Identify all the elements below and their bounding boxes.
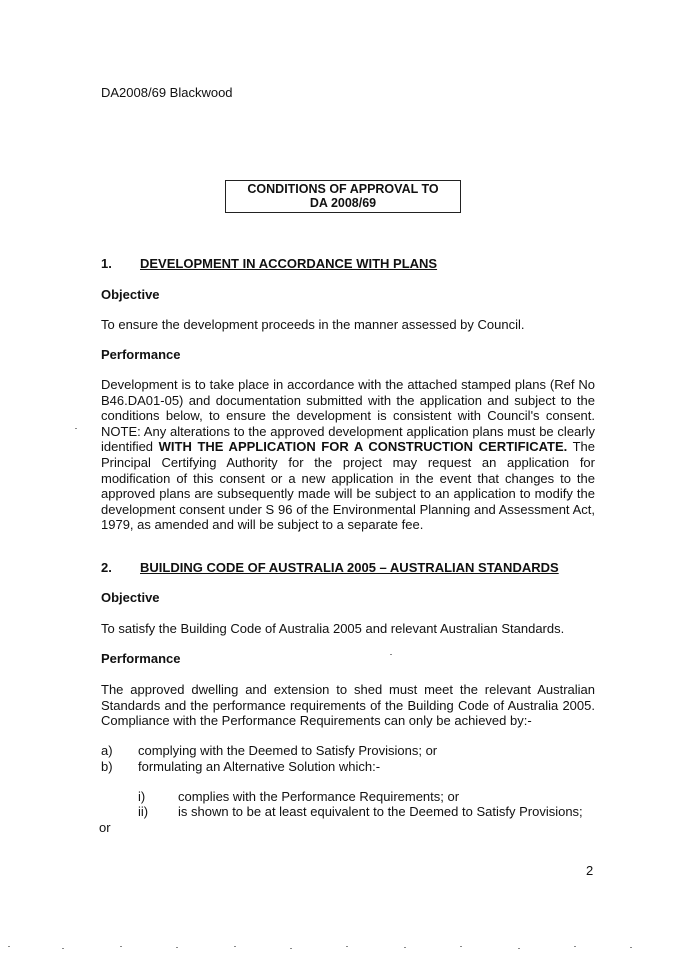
list-item-label: a) bbox=[101, 743, 113, 758]
section-2-number: 2. bbox=[101, 560, 112, 575]
conditions-title-box bbox=[225, 180, 461, 213]
section-2-title: BUILDING CODE OF AUSTRALIA 2005 – AUSTRALIAN STANDARDS bbox=[140, 560, 559, 575]
section-1-objective-label: Objective bbox=[101, 287, 160, 302]
sublist-item bbox=[138, 804, 598, 820]
section-2-performance-label: Performance bbox=[101, 651, 181, 666]
section-2-objective-label: Objective bbox=[101, 590, 160, 605]
document-reference: DA2008/69 Blackwood bbox=[101, 85, 233, 100]
list-item bbox=[101, 743, 595, 759]
sublist-item-text: complies with the Performance Requirements; or bbox=[178, 789, 460, 804]
performance-text-part-1: Development is to take place in accordance with the attached stamped plans (Ref No B46.DA01-05) and documentation submitted with the application and subject to the conditions below, to ensure the development is consistent with Council's consent. NOTE: Any alterations to the approved development application plans must be clearly identified bbox=[101, 377, 595, 455]
section-2-objective-text: To satisfy the Building Code of Australia 2005 and relevant Australian Standards. bbox=[101, 621, 565, 636]
title-line-2: DA 2008/69 bbox=[309, 196, 377, 210]
title-line-1: CONDITIONS OF APPROVAL TO bbox=[247, 182, 439, 196]
section-1-performance-label: Performance bbox=[101, 347, 181, 362]
performance-text-bold: WITH THE APPLICATION FOR A CONSTRUCTION CERTIFICATE. bbox=[158, 439, 568, 455]
sublist-item-label: ii) bbox=[138, 804, 149, 819]
section-2-heading bbox=[101, 560, 601, 576]
section-2-performance-text: The approved dwelling and extension to shed must meet the relevant Australian Standards and the performance requirements of the Building Code of Australia 2005. Compliance with the Performance Requirements can only be achieved by:- bbox=[101, 682, 595, 729]
performance-text-part-2: The Principal Certifying Authority for the project may request an application for modification of this consent or a new application in the event that changes to the approved plans are subsequently made will be subject to an application to modify the development consent under S 96 of the Environmental Planning and Assessment Act, 1979, as amended and will be subject to a separate fee. bbox=[101, 439, 596, 533]
section-1-number: 1. bbox=[101, 256, 112, 271]
sublist-item-label: i) bbox=[138, 789, 146, 804]
sublist-item-text: is shown to be at least equivalent to the Deemed to Satisfy Provisions; bbox=[178, 804, 583, 819]
list-item-label: b) bbox=[101, 759, 113, 774]
list-item-text: formulating an Alternative Solution which:- bbox=[138, 759, 381, 774]
section-1-heading bbox=[101, 256, 601, 272]
trailing-or: or bbox=[99, 820, 111, 835]
section-1-performance-text bbox=[101, 377, 595, 533]
section-1-objective-text: To ensure the development proceeds in the manner assessed by Council. bbox=[101, 317, 525, 332]
list-item-text: complying with the Deemed to Satisfy Provisions; or bbox=[138, 743, 438, 758]
section-1-title: DEVELOPMENT IN ACCORDANCE WITH PLANS bbox=[140, 256, 438, 271]
list-item bbox=[101, 759, 595, 775]
sublist-item bbox=[138, 789, 598, 805]
page-number: 2 bbox=[586, 863, 594, 878]
